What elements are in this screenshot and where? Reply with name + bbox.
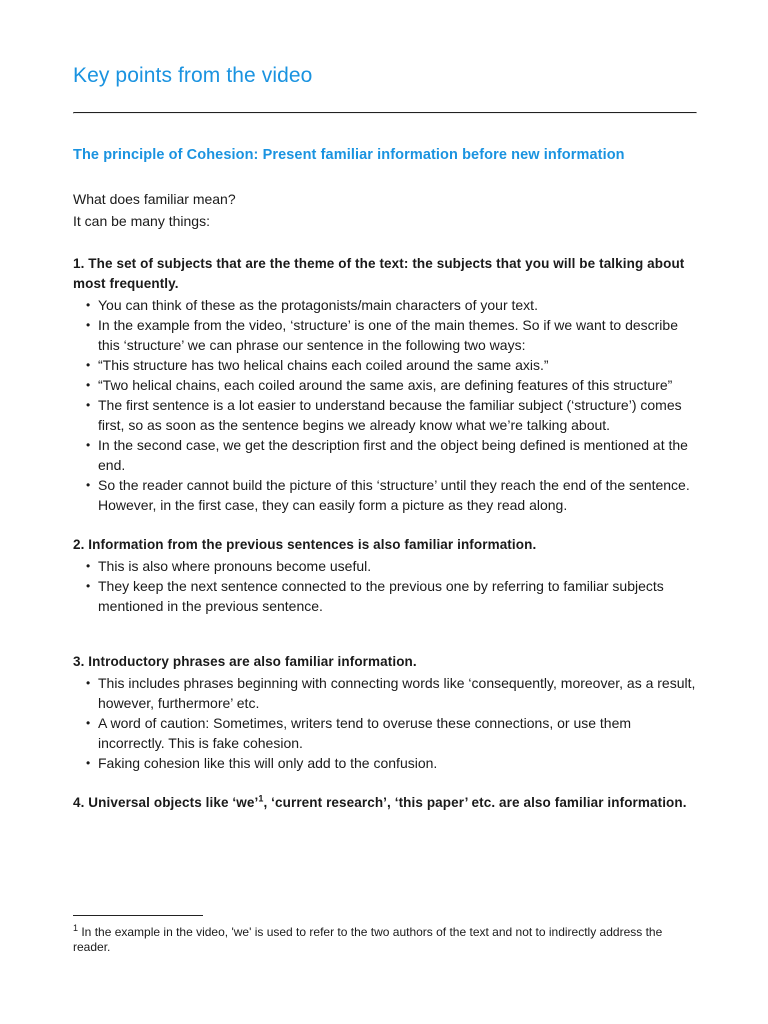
list-item: • “This structure has two helical chains each coiled around the same axis.” [86, 357, 549, 373]
bullet-icon: • [86, 579, 91, 593]
point-heading: 2. Information from the previous sentences is also familiar information. [73, 537, 537, 552]
footnote: $^1$ In the example in the video, 'we' is used to refer to the two authors of the text and not to indirectly address the reader. [73, 923, 663, 954]
point-4 [73, 793, 698, 813]
bullet-list [73, 295, 698, 515]
intro-line: What does familiar mean? [73, 191, 236, 207]
document-body [73, 144, 698, 833]
intro-line: It can be many things: [73, 213, 210, 229]
title-divider [73, 112, 697, 114]
point-heading: 3. Introductory phrases are also familiar information. [73, 654, 417, 669]
bullet-icon: • [86, 378, 91, 392]
bullet-icon: • [86, 358, 91, 372]
list-item: • You can think of these as the protagonists/main characters of your text. [86, 297, 538, 313]
footnote-divider [73, 915, 203, 916]
page-title: Key points from the video [73, 64, 313, 87]
bullet-icon: • [86, 318, 91, 332]
list-item: • “Two helical chains, each coiled around the same axis, are defining features of this structure” [86, 377, 673, 393]
intro-block [73, 188, 698, 232]
list-item: • In the example from the video, ‘structure’ is one of the main themes. So if we want to describe this ‘structure’ we can phrase our sentence in the following two ways: [86, 317, 678, 353]
list-item: • A word of caution: Sometimes, writers tend to overuse these connections, or use them incorrectly. This is fake cohesion. [86, 715, 632, 751]
bullet-icon: • [86, 559, 91, 573]
footnote-reference[interactable]: 1 [258, 793, 264, 804]
bullet-list [73, 673, 698, 773]
list-item: • They keep the next sentence connected to the previous one by referring to familiar subjects mentioned in the previous sentence. [86, 578, 664, 614]
bullet-icon: • [86, 298, 91, 312]
list-item: • This is also where pronouns become useful. [86, 558, 372, 574]
list-item: • Faking cohesion like this will only add to the confusion. [86, 755, 438, 771]
bullet-list [73, 556, 698, 616]
list-item: • So the reader cannot build the picture of this ‘structure’ until they reach the end of the sentence. However, in the first case, they can easily form a picture as they read along. [86, 477, 690, 513]
bullet-icon: • [86, 716, 91, 730]
list-item: • In the second case, we get the description first and the object being defined is mentioned at the end. [86, 437, 688, 473]
list-item: • This includes phrases beginning with connecting words like ‘consequently, moreover, as a result, however, furthermore’ etc. [86, 675, 696, 711]
bullet-icon: • [86, 398, 91, 412]
point-heading: 1. The set of subjects that are the theme of the text: the subjects that you will be talking about most frequently. [73, 256, 685, 291]
point-2 [73, 535, 698, 616]
list-item: • The first sentence is a lot easier to understand because the familiar subject (‘structure’) comes first, so as soon as the sentence begins we already know what we’re talking about. [86, 397, 682, 433]
bullet-icon: • [86, 478, 91, 492]
section-subtitle: The principle of Cohesion: Present familiar information before new information [73, 147, 625, 163]
point-1 [73, 254, 698, 515]
footnote-marker: 1 [73, 923, 79, 933]
bullet-icon: • [86, 438, 91, 452]
bullet-icon: • [86, 676, 91, 690]
bullet-icon: • [86, 756, 91, 770]
point-heading: 4. Universal objects like ‘we’$^1$, ‘current research’, ‘this paper’ etc. are also familiar information. [73, 793, 687, 810]
point-3 [73, 652, 698, 773]
